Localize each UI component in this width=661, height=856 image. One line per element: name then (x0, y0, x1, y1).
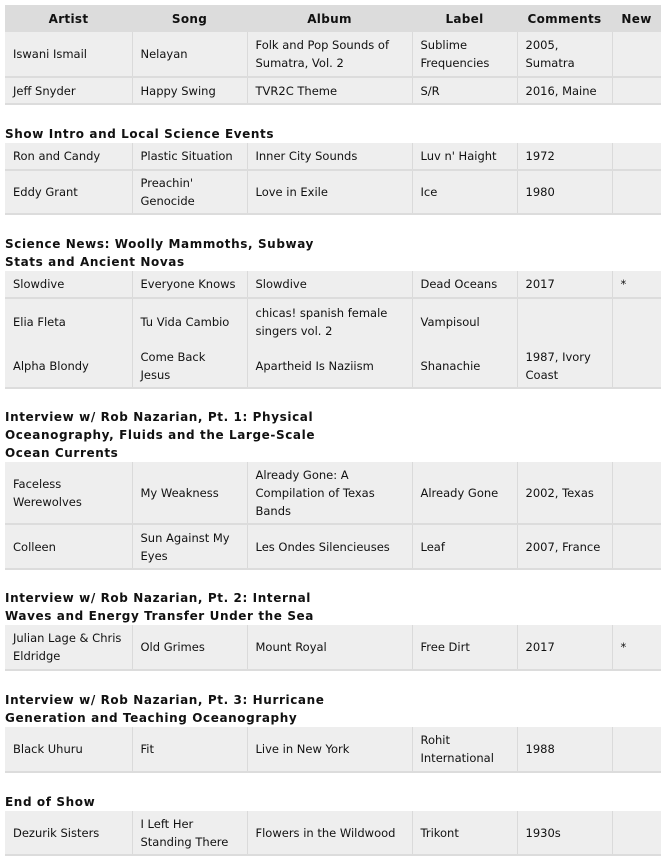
cell-album: Love in Exile (247, 170, 412, 214)
column-header-new: New (612, 5, 661, 32)
cell-comments: 1987, Ivory Coast (517, 344, 612, 388)
cell-label: Free Dirt (412, 625, 517, 670)
cell-label: Luv n' Haight (412, 143, 517, 170)
cell-comments: 1988 (517, 727, 612, 772)
table-row (5, 462, 661, 524)
cell-album: Folk and Pop Sounds of Sumatra, Vol. 2 (247, 32, 412, 77)
table-row (5, 524, 661, 569)
cell-label: Dead Oceans (412, 271, 517, 298)
cell-song: Happy Swing (132, 77, 247, 104)
cell-artist: Black Uhuru (5, 727, 132, 772)
cell-comments: 2007, France (517, 524, 612, 569)
cell-artist: Iswani Ismail (5, 32, 132, 77)
cell-artist: Faceless Werewolves (5, 462, 132, 524)
segment-title: End of Show (5, 795, 96, 809)
cell-comments: 1930s (517, 811, 612, 855)
cell-new (612, 32, 661, 77)
cell-label: Leaf (412, 524, 517, 569)
table-row (5, 143, 661, 170)
segment-table (5, 143, 661, 215)
cell-artist: Jeff Snyder (5, 77, 132, 104)
cell-song: Nelayan (132, 32, 247, 77)
cell-song: My Weakness (132, 462, 247, 524)
cell-new: * (612, 271, 661, 298)
cell-album: Live in New York (247, 727, 412, 772)
cell-new (612, 462, 661, 524)
cell-new: * (612, 625, 661, 670)
cell-song: Come Back Jesus (132, 344, 247, 388)
table-row (5, 811, 661, 855)
cell-album: chicas! spanish female singers vol. 2 (247, 298, 412, 344)
cell-new (612, 344, 661, 388)
cell-new (612, 811, 661, 855)
cell-album: Slowdive (247, 271, 412, 298)
cell-artist: Slowdive (5, 271, 132, 298)
cell-artist: Eddy Grant (5, 170, 132, 214)
cell-label: S/R (412, 77, 517, 104)
cell-new (612, 143, 661, 170)
segment-title: Interview w/ Rob Nazarian, Pt. 2: Internal Waves and Energy Transfer Under the Sea (5, 591, 314, 623)
cell-comments: 2017 (517, 625, 612, 670)
playlist-table-initial (5, 5, 661, 105)
cell-album: Les Ondes Silencieuses (247, 524, 412, 569)
column-header-song: Song (132, 5, 247, 32)
segment-table (5, 727, 661, 773)
cell-comments: 1980 (517, 170, 612, 214)
cell-comments: 2017 (517, 271, 612, 298)
cell-album: TVR2C Theme (247, 77, 412, 104)
column-header-artist: Artist (5, 5, 132, 32)
segment-title: Show Intro and Local Science Events (5, 127, 275, 141)
cell-new (612, 727, 661, 772)
cell-comments: 1972 (517, 143, 612, 170)
table-row (5, 625, 661, 670)
cell-label: Already Gone (412, 462, 517, 524)
cell-song: Plastic Situation (132, 143, 247, 170)
cell-label: Rohit International (412, 727, 517, 772)
cell-artist: Alpha Blondy (5, 344, 132, 388)
cell-comments: 2016, Maine (517, 77, 612, 104)
cell-album: Apartheid Is Naziism (247, 344, 412, 388)
segment-title: Interview w/ Rob Nazarian, Pt. 1: Physical Oceanography, Fluids and the Large-Scale Ocean Currents (5, 410, 316, 460)
table-row (5, 170, 661, 214)
segment-table (5, 811, 661, 856)
cell-song: Everyone Knows (132, 271, 247, 298)
cell-label: Shanachie (412, 344, 517, 388)
cell-song: Preachin' Genocide (132, 170, 247, 214)
segment-title: Science News: Woolly Mammoths, Subway Stats and Ancient Novas (5, 237, 314, 269)
table-row (5, 727, 661, 772)
cell-comments (517, 298, 612, 344)
table-header (5, 5, 661, 32)
segment-table (5, 271, 661, 389)
segment-table (5, 625, 661, 671)
segment-title: Interview w/ Rob Nazarian, Pt. 3: Hurricane Generation and Teaching Oceanography (5, 693, 325, 725)
cell-song: Tu Vida Cambio (132, 298, 247, 344)
cell-artist: Elia Fleta (5, 298, 132, 344)
cell-comments: 2005, Sumatra (517, 32, 612, 77)
column-header-comments: Comments (517, 5, 612, 32)
segment-table (5, 462, 661, 570)
cell-artist: Ron and Candy (5, 143, 132, 170)
column-header-album: Album (247, 5, 412, 32)
cell-album: Inner City Sounds (247, 143, 412, 170)
cell-new (612, 77, 661, 104)
cell-song: Old Grimes (132, 625, 247, 670)
cell-new (612, 524, 661, 569)
table-row (5, 298, 661, 344)
cell-song: Fit (132, 727, 247, 772)
cell-new (612, 298, 661, 344)
cell-label: Vampisoul (412, 298, 517, 344)
cell-label: Sublime Frequencies (412, 32, 517, 77)
cell-album: Mount Royal (247, 625, 412, 670)
cell-song: I Left Her Standing There (132, 811, 247, 855)
column-header-label: Label (412, 5, 517, 32)
cell-album: Flowers in the Wildwood (247, 811, 412, 855)
cell-comments: 2002, Texas (517, 462, 612, 524)
table-row (5, 271, 661, 298)
table-row (5, 77, 661, 104)
cell-album: Already Gone: A Compilation of Texas Bands (247, 462, 412, 524)
cell-new (612, 170, 661, 214)
cell-label: Ice (412, 170, 517, 214)
table-row (5, 344, 661, 388)
cell-artist: Colleen (5, 524, 132, 569)
table-row (5, 32, 661, 77)
cell-artist: Julian Lage & Chris Eldridge (5, 625, 132, 670)
playlist (5, 5, 661, 856)
cell-song: Sun Against My Eyes (132, 524, 247, 569)
cell-label: Trikont (412, 811, 517, 855)
cell-artist: Dezurik Sisters (5, 811, 132, 855)
